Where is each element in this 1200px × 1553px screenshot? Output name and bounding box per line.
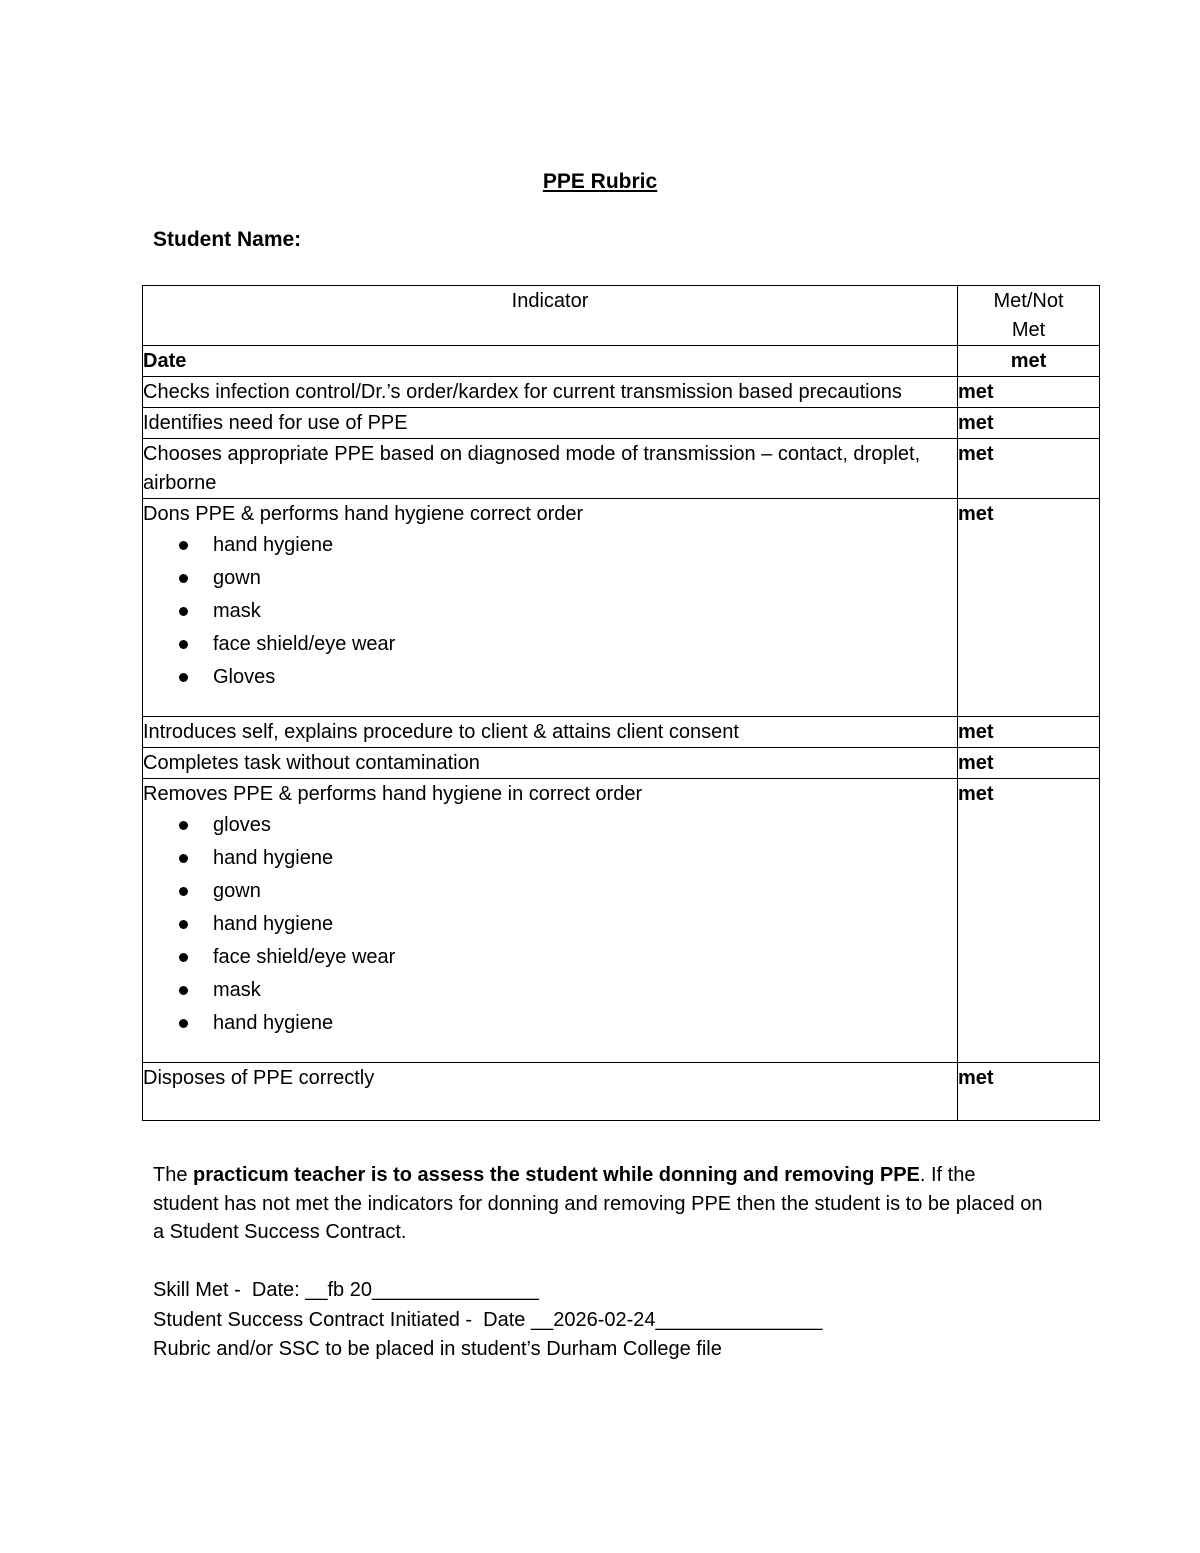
table-row bbox=[143, 439, 1100, 499]
list-item: gown bbox=[177, 562, 957, 595]
list-item: hand hygiene bbox=[177, 529, 957, 562]
indicator-cell bbox=[143, 499, 958, 717]
status-cell: met bbox=[958, 717, 1100, 748]
placement-note: Rubric and/or SSC to be placed in student’s Durham College file bbox=[153, 1338, 722, 1360]
table-row bbox=[143, 408, 1100, 439]
status-cell: met bbox=[958, 408, 1100, 439]
document-title: PPE Rubric bbox=[542, 170, 658, 193]
status-cell: met bbox=[958, 779, 1100, 1063]
status-cell: met bbox=[958, 346, 1100, 377]
list-item: mask bbox=[177, 974, 957, 1007]
indicator-text: Dons PPE & performs hand hygiene correct order bbox=[143, 503, 584, 525]
header-indicator: Indicator bbox=[143, 286, 958, 346]
table-row bbox=[143, 1063, 1100, 1121]
list-item: gown bbox=[177, 875, 957, 908]
status-cell: met bbox=[958, 499, 1100, 717]
skill-met-line: Skill Met - Date: __fb 20_______________ bbox=[153, 1279, 539, 1301]
indicator-cell: Checks infection control/Dr.’s order/kardex for current transmission based precautions bbox=[143, 377, 958, 408]
list-item: hand hygiene bbox=[177, 842, 957, 875]
list-item: gloves bbox=[177, 809, 957, 842]
list-item: face shield/eye wear bbox=[177, 628, 957, 661]
table-row bbox=[143, 748, 1100, 779]
status-cell: met bbox=[958, 439, 1100, 499]
indicator-cell: Date bbox=[143, 346, 958, 377]
header-met-line2: Met bbox=[1011, 319, 1046, 341]
instructions-lead: The bbox=[153, 1164, 194, 1186]
indicator-cell bbox=[143, 779, 958, 1063]
footer-block bbox=[153, 1276, 1053, 1365]
removing-steps-list bbox=[143, 809, 957, 1062]
instructions-bold: practicum teacher is to assess the student while donning and removing PPE bbox=[193, 1164, 920, 1186]
indicator-cell: Completes task without contamination bbox=[143, 748, 958, 779]
indicator-cell: Chooses appropriate PPE based on diagnosed mode of transmission – contact, droplet, airborne bbox=[143, 439, 958, 499]
table-row bbox=[143, 346, 1100, 377]
donning-steps-list bbox=[143, 529, 957, 716]
status-cell: met bbox=[958, 748, 1100, 779]
table-row bbox=[143, 377, 1100, 408]
list-item: Gloves bbox=[177, 661, 957, 694]
rubric-table bbox=[142, 285, 1100, 1121]
list-item: mask bbox=[177, 595, 957, 628]
indicator-cell: Introduces self, explains procedure to client & attains client consent bbox=[143, 717, 958, 748]
list-item: face shield/eye wear bbox=[177, 941, 957, 974]
header-met-line1: Met/Not bbox=[993, 290, 1064, 312]
header-met-not-met bbox=[958, 286, 1100, 346]
indicator-cell: Identifies need for use of PPE bbox=[143, 408, 958, 439]
instructions-paragraph bbox=[153, 1161, 1043, 1247]
list-item: hand hygiene bbox=[177, 908, 957, 941]
indicator-text: Removes PPE & performs hand hygiene in correct order bbox=[143, 783, 643, 805]
table-row bbox=[143, 717, 1100, 748]
ssc-initiated-line: Student Success Contract Initiated - Date __2026-02-24_______________ bbox=[153, 1308, 823, 1331]
status-cell: met bbox=[958, 1063, 1100, 1121]
student-name-label: Student Name: bbox=[153, 228, 302, 251]
table-row bbox=[143, 779, 1100, 1063]
status-cell: met bbox=[958, 377, 1100, 408]
indicator-cell: Disposes of PPE correctly bbox=[143, 1063, 958, 1121]
list-item: hand hygiene bbox=[177, 1007, 957, 1040]
instructions-rest: . If the student has not met the indicators for donning and removing PPE then the student is to be placed on a Student Success Contract. bbox=[153, 1164, 1043, 1243]
table-header-row bbox=[143, 286, 1100, 346]
table-row bbox=[143, 499, 1100, 717]
